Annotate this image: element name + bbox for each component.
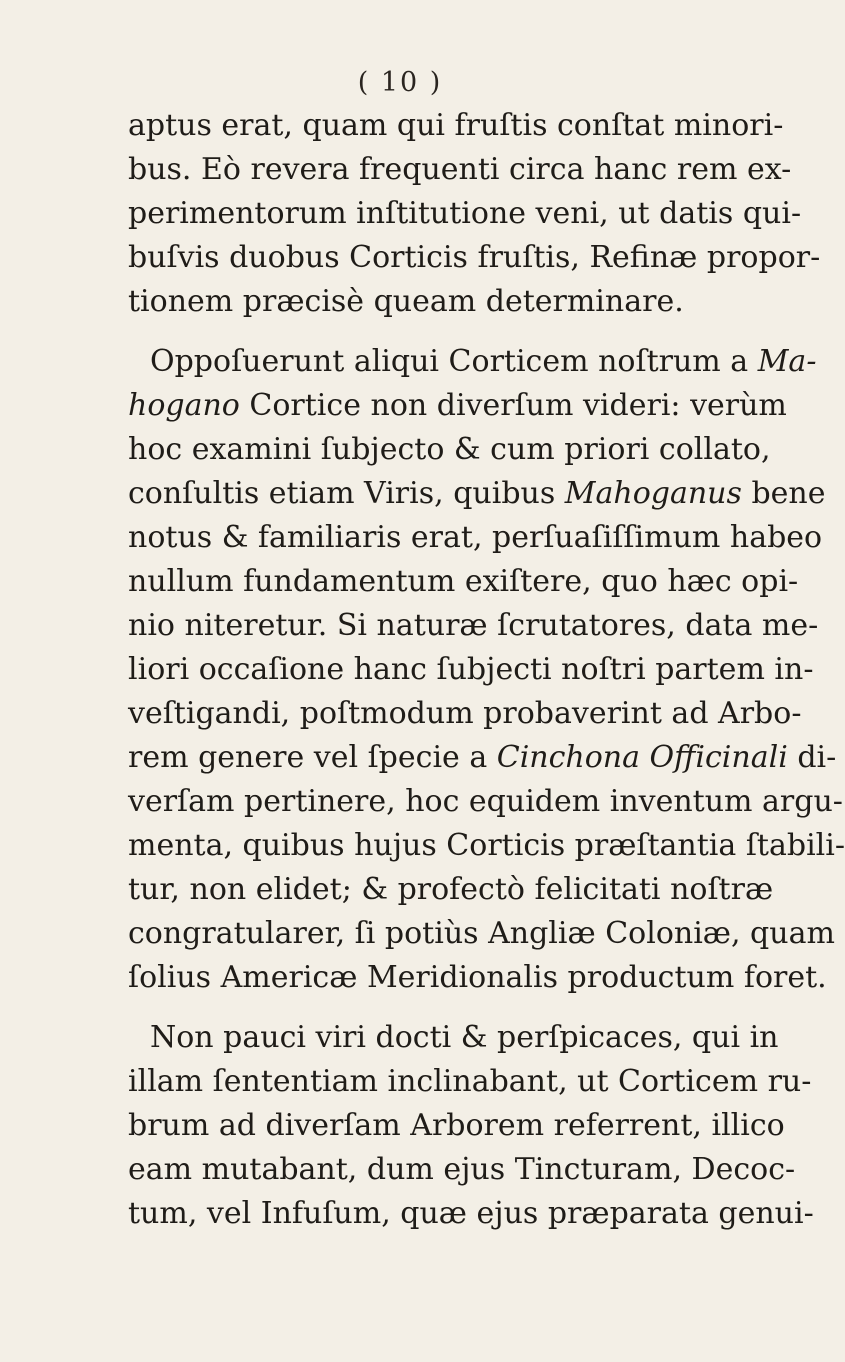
text-line [150,342,817,382]
text-line: illam ſententiam inclinabant, ut Corticem ru- [128,1064,812,1099]
text-line [128,738,837,778]
text-segment: rem genere vel ſpecie a [128,740,497,775]
text-line: verſam pertinere, hoc equidem inventum argu- [128,784,843,819]
page-number: ( 10 ) [357,67,443,98]
italic-text: Mahoganus [564,476,742,511]
text-line: buſvis duobus Corticis fruſtis, Refinæ propor- [128,240,821,275]
text-segment: bene [741,476,826,511]
text-line: eam mutabant, dum ejus Tincturam, Decoc- [128,1152,796,1187]
text-segment: Cortice non diverſum videri: verùm [239,388,787,423]
text-segment: di- [787,740,837,775]
text-line: tionem præcisè queam determinare. [128,284,684,319]
italic-text: hogano [128,388,240,423]
text-segment: Oppoſuerunt aliqui Corticem noſtrum a [150,344,758,379]
text-segment: conſultis etiam Viris, quibus [128,476,565,511]
italic-text: Cinchona Officinali [496,740,788,775]
text-line: aptus erat, quam qui fruſtis conſtat minori- [128,108,784,143]
text-line: Non pauci viri docti & perſpicaces, qui in [150,1020,779,1055]
text-line: perimentorum inſtitutione veni, ut datis qui- [128,196,802,231]
text-line: tur, non elidet; & profectò felicitati noſtræ [128,872,774,907]
text-line [128,386,787,426]
text-line: notus & familiaris erat, perſuaſiſſimum habeo [128,520,823,555]
text-line: veſtigandi, poſtmodum probaverint ad Arbo- [128,696,802,731]
text-line: bus. Eò revera frequenti circa hanc rem ex- [128,152,792,187]
text-line [128,474,826,514]
text-line: nio niteretur. Si naturæ ſcrutatores, data me- [128,608,819,643]
text-line: nullum fundamentum exiſtere, quo hæc opi- [128,564,799,599]
text-line: liori occaſione hanc ſubjecti noſtri partem in- [128,652,814,687]
text-line: congratularer, ſi potiùs Angliæ Coloniæ, quam [128,916,835,951]
text-line: menta, quibus hujus Corticis præſtantia ſtabili- [128,828,845,863]
text-line: brum ad diverſam Arborem referrent, illico [128,1108,785,1143]
text-line: ſolius Americæ Meridionalis productum foret. [128,960,827,995]
italic-text: Ma- [757,344,817,379]
text-line: tum, vel Infuſum, quæ ejus præparata genui- [128,1196,814,1231]
text-line: hoc examini ſubjecto & cum priori collato, [128,432,771,467]
